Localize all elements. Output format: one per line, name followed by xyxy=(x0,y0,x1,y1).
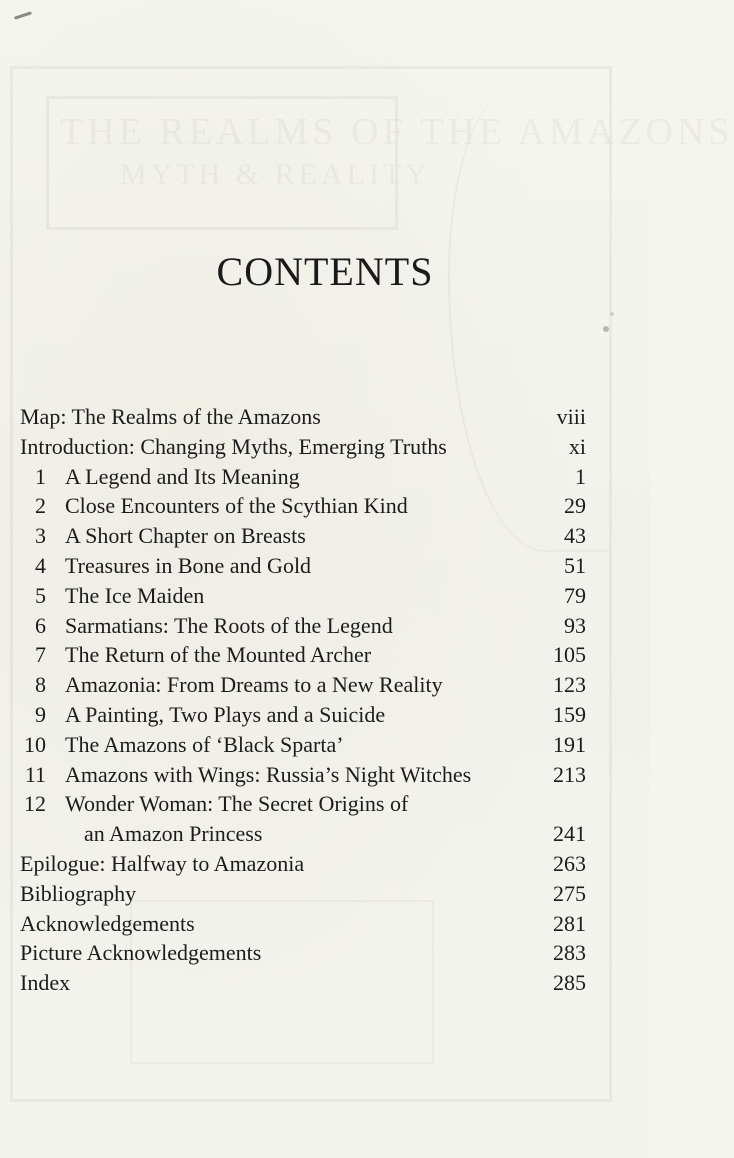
toc-page-number: xi xyxy=(568,433,586,459)
chapter-title: A Painting, Two Plays and a Suicide xyxy=(65,701,386,727)
toc-page-number: 275 xyxy=(553,880,586,906)
toc-entry-label: Introduction: Changing Myths, Emerging Truths xyxy=(20,433,447,459)
toc-chapter-7[interactable] xyxy=(20,640,586,670)
toc-page-number: 213 xyxy=(553,761,586,787)
toc-entry-introduction[interactable] xyxy=(20,432,586,462)
toc-chapter-8[interactable] xyxy=(20,670,586,700)
toc-page-number: 191 xyxy=(553,731,586,757)
chapter-title: Sarmatians: The Roots of the Legend xyxy=(65,612,393,638)
toc-page-number: 159 xyxy=(553,701,586,727)
chapter-title: A Legend and Its Meaning xyxy=(65,463,300,489)
chapter-number: 2 xyxy=(35,493,46,519)
chapter-number: 3 xyxy=(35,523,46,549)
chapter-title-continued: an Amazon Princess xyxy=(84,821,263,847)
toc-chapter-2[interactable] xyxy=(20,491,586,521)
page-title: CONTENTS xyxy=(216,249,434,294)
chapter-number: 5 xyxy=(35,582,46,608)
chapter-number: 6 xyxy=(35,612,46,638)
chapter-title: Treasures in Bone and Gold xyxy=(65,552,312,578)
chapter-number: 9 xyxy=(35,701,46,727)
toc-page-number: 29 xyxy=(564,493,586,519)
toc-page-number: 105 xyxy=(553,642,586,668)
toc-entry-bibliography[interactable] xyxy=(20,879,586,909)
paper-spot-small xyxy=(610,312,614,316)
toc-chapter-4[interactable] xyxy=(20,551,586,581)
table-of-contents xyxy=(20,402,586,998)
toc-entry-epilogue[interactable] xyxy=(20,849,586,879)
toc-chapter-1[interactable] xyxy=(20,462,586,492)
chapter-title: Close Encounters of the Scythian Kind xyxy=(65,493,408,519)
chapter-number: 7 xyxy=(35,642,46,668)
chapter-number: 4 xyxy=(35,552,46,578)
toc-entry-label: Index xyxy=(20,970,71,996)
toc-page-number: viii xyxy=(556,404,586,429)
toc-entry-label: Bibliography xyxy=(20,880,137,906)
toc-page-number: 1 xyxy=(575,463,586,489)
chapter-title: Wonder Woman: The Secret Origins of xyxy=(65,791,409,817)
background-print-through-title: THE REALMS OF THE AMAZONS xyxy=(60,111,734,153)
chapter-title: The Return of the Mounted Archer xyxy=(65,642,372,668)
background-print-through-box xyxy=(46,96,398,230)
toc-page-number: 285 xyxy=(553,970,586,996)
toc-chapter-11[interactable] xyxy=(20,760,586,790)
toc-entry-label: Map: The Realms of the Amazons xyxy=(20,404,321,429)
chapter-title: The Ice Maiden xyxy=(65,582,205,608)
chapter-number: 1 xyxy=(35,463,46,489)
chapter-title: Amazonia: From Dreams to a New Reality xyxy=(65,672,443,698)
toc-entry-label: Picture Acknowledgements xyxy=(20,940,262,966)
chapter-title: The Amazons of ‘Black Sparta’ xyxy=(65,731,344,757)
toc-page-number: 79 xyxy=(564,582,586,608)
toc-page-number: 241 xyxy=(553,821,586,847)
toc-page-number: 93 xyxy=(564,612,586,638)
chapter-title: A Short Chapter on Breasts xyxy=(65,523,306,549)
toc-entry-picture-acknowledgements[interactable] xyxy=(20,938,586,968)
toc-entry-label: Epilogue: Halfway to Amazonia xyxy=(20,850,305,876)
toc-page-number: 263 xyxy=(553,850,586,876)
toc-chapter-3[interactable] xyxy=(20,521,586,551)
chapter-title: Amazons with Wings: Russia’s Night Witches xyxy=(65,761,472,787)
paper-spot xyxy=(603,326,609,332)
toc-entry-map[interactable] xyxy=(20,402,586,432)
pencil-mark xyxy=(14,11,32,19)
chapter-number: 8 xyxy=(35,672,46,698)
background-print-through-subtitle: MYTH & REALITY xyxy=(120,158,431,191)
chapter-number: 12 xyxy=(24,791,46,817)
toc-page-number: 43 xyxy=(564,523,586,549)
toc-page-number: 51 xyxy=(564,552,586,578)
toc-page-number: 123 xyxy=(553,672,586,698)
chapter-number: 11 xyxy=(24,761,46,787)
toc-page-number: 283 xyxy=(553,940,586,966)
toc-chapter-10[interactable] xyxy=(20,730,586,760)
toc-chapter-9[interactable] xyxy=(20,700,586,730)
toc-chapter-5[interactable] xyxy=(20,581,586,611)
toc-entry-index[interactable] xyxy=(20,968,586,998)
toc-entry-acknowledgements[interactable] xyxy=(20,909,586,939)
chapter-number: 10 xyxy=(24,731,46,757)
toc-page-number: 281 xyxy=(553,910,586,936)
toc-chapter-12-continued[interactable] xyxy=(20,819,586,849)
toc-entry-label: Acknowledgements xyxy=(20,910,195,936)
toc-chapter-6[interactable] xyxy=(20,611,586,641)
toc-chapter-12[interactable] xyxy=(20,789,586,819)
